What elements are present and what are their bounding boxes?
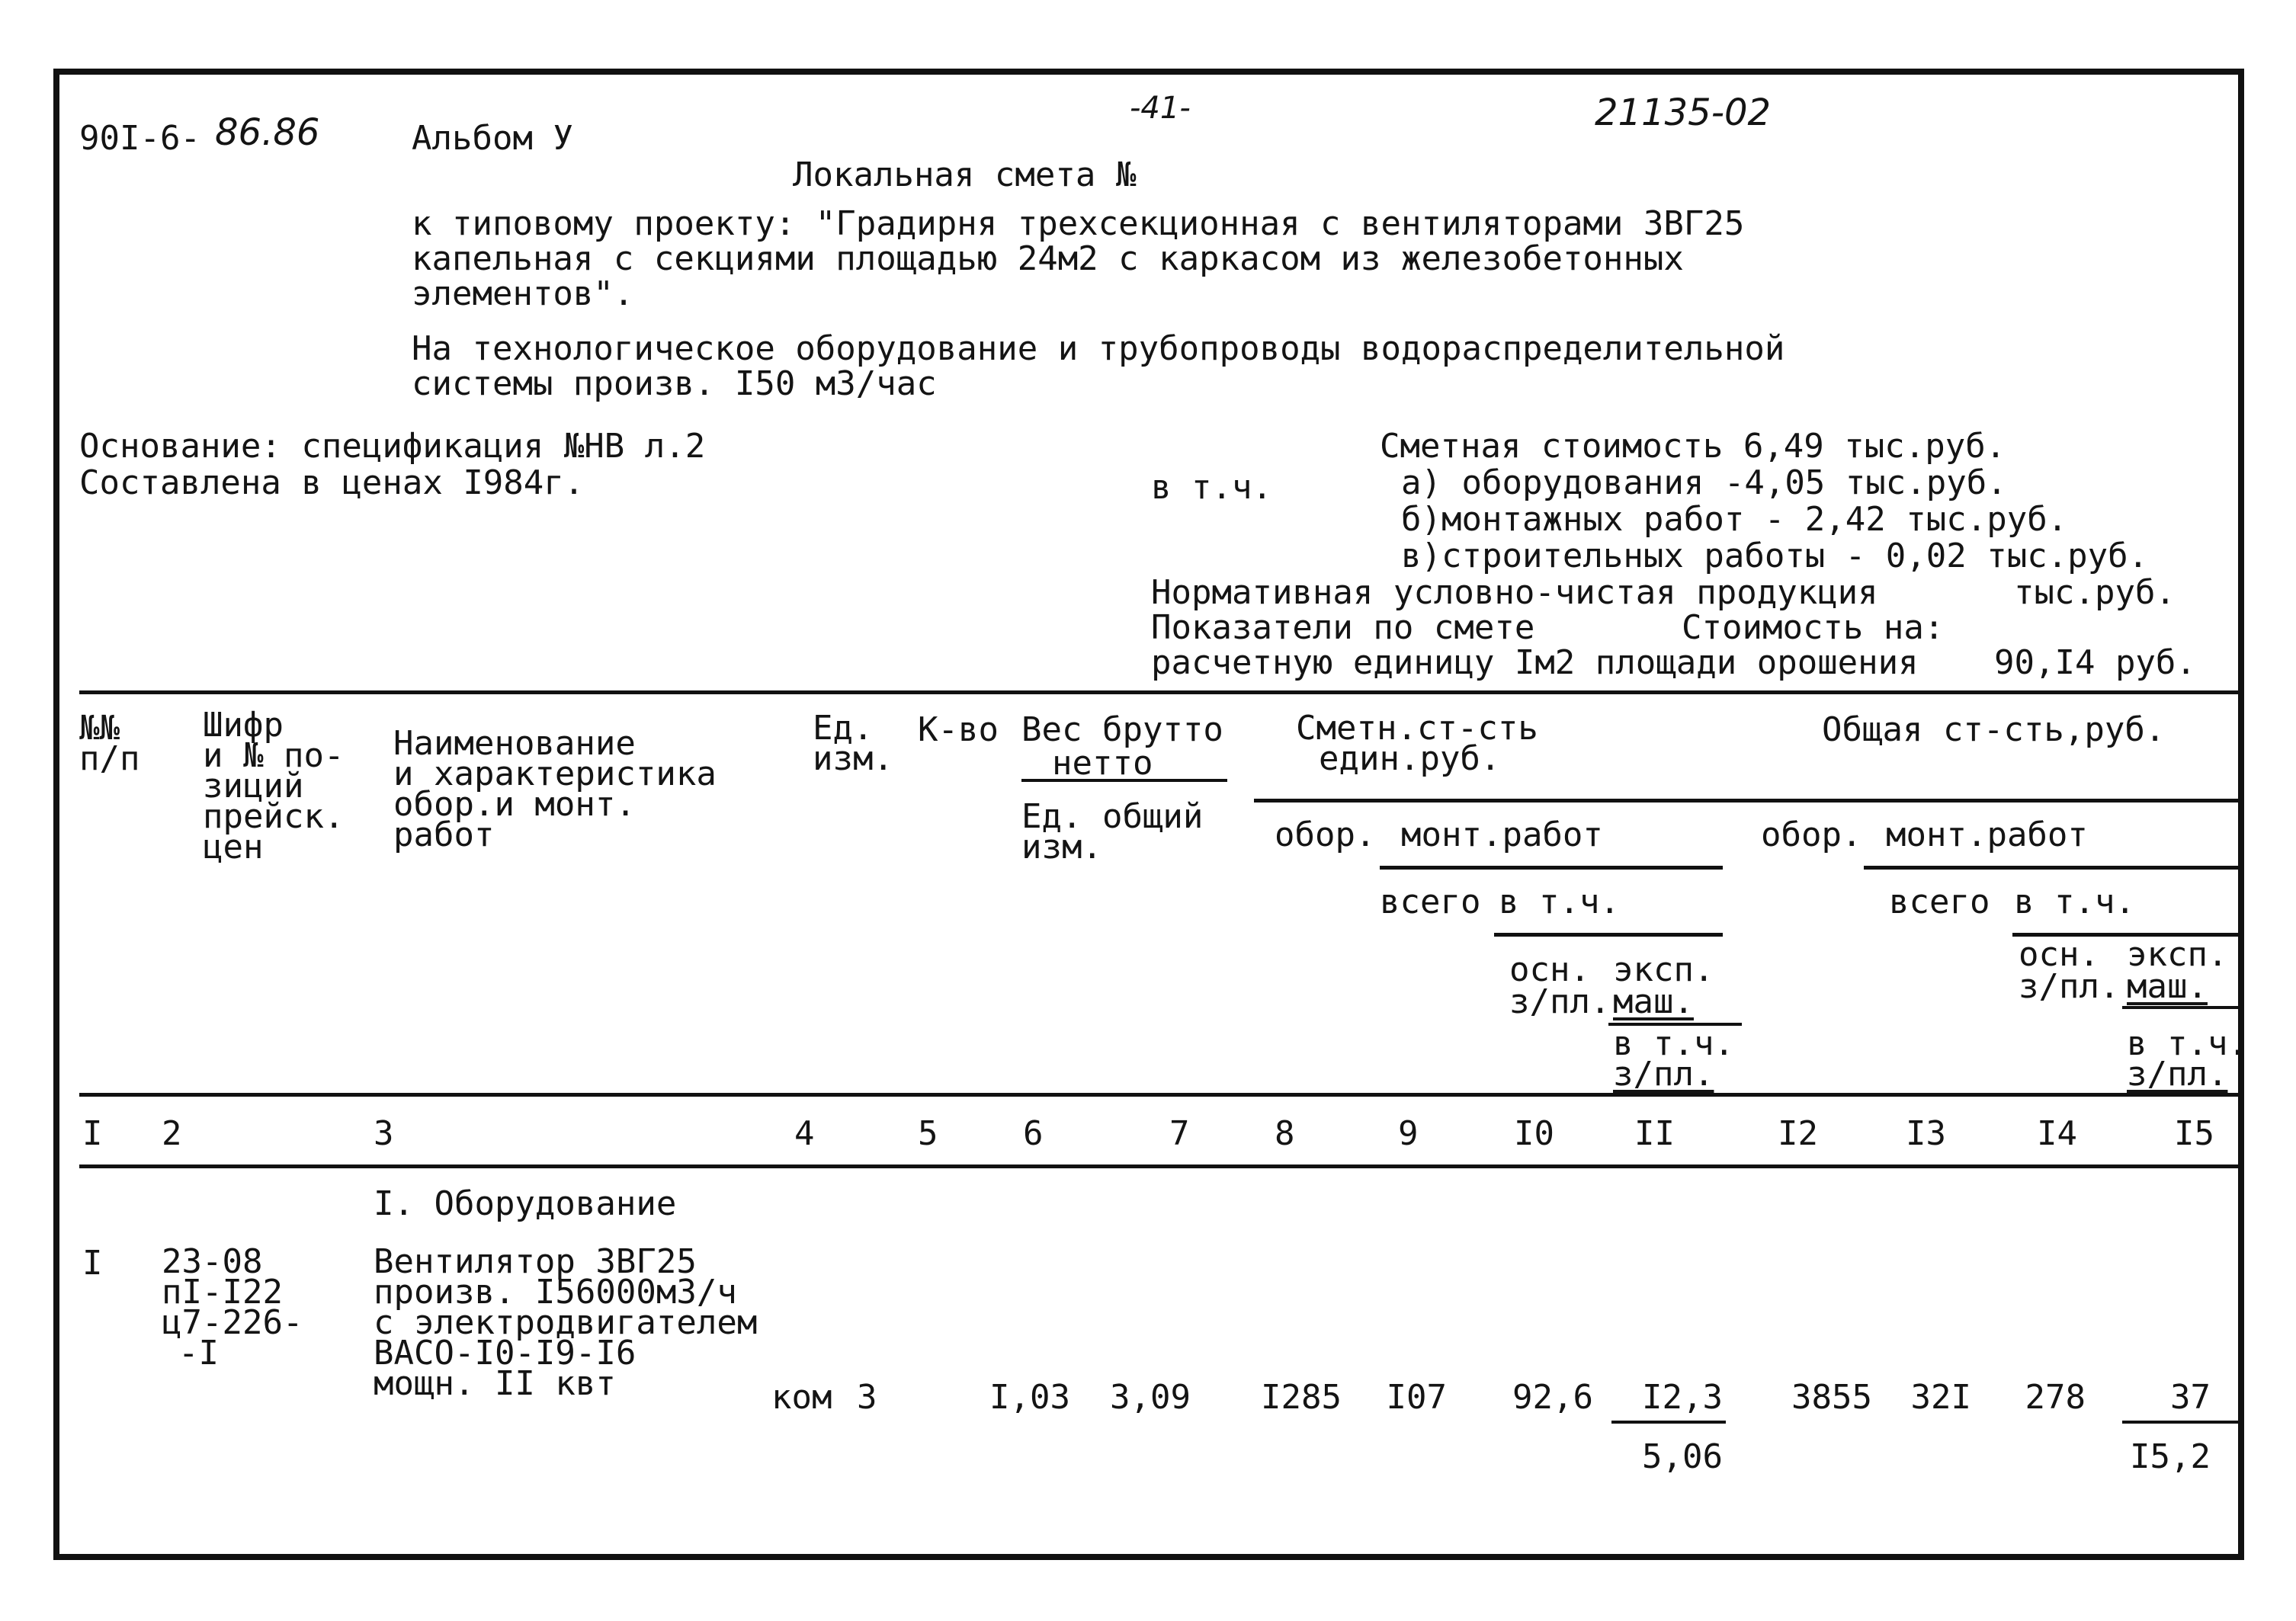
header-vsego-unit: всего [1380,883,1481,921]
header-weight-brutto: Вес брутто [1021,710,1223,749]
column-number-6: 6 [1023,1114,1044,1153]
row-unit-eksp: I2,3 [1642,1378,1723,1417]
row-unit-eksp-zpl: 5,06 [1642,1437,1723,1476]
row-number: I [82,1244,103,1283]
header-eksp-total: эксп. маш. [2127,935,2228,1006]
rule-header-bottom [79,1093,2244,1097]
header-vtch-total: в т.ч. [2014,883,2135,921]
project-line-2: капельная с секциями площадью 24м2 с каркасом из железобетонных [412,239,1684,278]
document-number: 21135-02 [1595,91,1772,134]
prices-line: Составлена в ценах I984г. [79,463,585,502]
normative-label: Нормативная условно-чистая продукция [1151,573,1878,612]
header-col-unit: Ед. изм. [813,709,893,778]
header-col-code: Шифр и № по- зиций прейск. цен [203,706,345,867]
header-unit-cost: Сметн.ст-сть един.руб. [1296,709,1538,778]
equipment-cost: а) оборудования -4,05 тыс.руб. [1401,463,2007,502]
code-handwritten: 86.86 [215,111,320,154]
row-total-eksp: 37 [2170,1378,2211,1417]
rule-row-unit-eksp [1611,1421,1726,1424]
purpose-line-1: На технологическое оборудование и трубопроводы водораспределительной [412,329,1785,368]
header-obor-total: обор. [1761,815,1862,854]
row-weight-total: 3,09 [1110,1378,1191,1417]
header-col-number: №№ п/п [79,709,140,778]
code-prefix: 90I-6- [79,119,200,158]
unit-value: 90,I4 руб. [1994,643,2196,682]
row-code: 23-08 пI-I22 ц7-226- -I [162,1242,303,1373]
rule-mont-total [1864,866,2244,870]
column-number-4: 4 [794,1114,815,1153]
row-unit-obor: I285 [1261,1378,1342,1417]
header-vtch-zpl-unit: в т.ч. з/пл. [1613,1024,1734,1094]
header-vsego-total: всего [1889,883,1990,921]
column-number-8: 8 [1275,1114,1295,1153]
including-label: в т.ч. [1151,468,1272,507]
header-total-cost: Общая ст-сть,руб. [1822,710,2166,749]
indicators-label: Показатели по смете [1151,608,1535,647]
rule-table-top [79,690,2244,694]
header-col-name: Наименование и характеристика обор.и монт. работ [393,724,717,854]
header-osn-unit: осн. з/пл. [1509,950,1611,1021]
rule-row-total-eksp [2122,1421,2244,1424]
column-number-15: I5 [2174,1114,2214,1153]
row-total-osn: 278 [2025,1378,2086,1417]
row-unit-mont: I07 [1386,1378,1447,1417]
column-number-13: I3 [1906,1114,1946,1153]
header-col-qty: К-во [918,710,999,749]
column-number-9: 9 [1398,1114,1419,1153]
column-number-7: 7 [1169,1114,1190,1153]
purpose-line-2: системы произв. I50 м3/час [412,364,937,403]
rule-eksp-total [2122,1006,2244,1009]
cost-on-label: Стоимость на: [1682,608,1945,647]
header-weight-netto: нетто [1052,744,1153,783]
construction-cost: в)строительных работы - 0,02 тыс.руб. [1401,537,2149,575]
estimated-cost: Сметная стоимость 6,49 тыс.руб. [1380,427,2006,466]
row-total-obor: 3855 [1791,1378,1872,1417]
column-number-5: 5 [918,1114,938,1153]
header-osn-total: осн. з/пл. [2019,935,2120,1006]
column-number-14: I4 [2037,1114,2077,1153]
rule-mont-unit [1380,866,1723,870]
rule-cost-groups [1254,799,2244,802]
document-title: Локальная смета № [793,155,1137,194]
album-label: Альбом У [412,119,573,158]
column-number-11: II [1634,1114,1675,1153]
column-number-3: 3 [374,1114,394,1153]
row-name: Вентилятор 3ВГ25 произв. I56000м3/ч с электродвигателем ВАСО-I0-I9-I6 мощн. II квт [374,1242,758,1403]
column-number-12: I2 [1778,1114,1818,1153]
header-vtch-unit: в т.ч. [1499,883,1620,921]
rule-numbers-bottom [79,1164,2244,1168]
header-vtch-zpl-total: в т.ч. з/пл. [2127,1024,2248,1094]
header-eksp-unit: эксп. маш. [1613,950,1714,1021]
row-total-mont: 32I [1910,1378,1971,1417]
row-unit: ком [771,1378,832,1417]
section-title: I. Оборудование [374,1184,677,1223]
project-line-1: к типовому проекту: "Градирня трехсекционная с вентиляторами 3ВГ25 [412,204,1745,243]
header-mont-unit: монт.работ [1401,815,1603,854]
row-total-eksp-zpl: I5,2 [2130,1437,2211,1476]
header-mont-total: монт.работ [1886,815,2088,854]
project-line-3: элементов". [412,274,634,313]
basis-line: Основание: спецификация №НВ л.2 [79,427,706,466]
column-number-2: 2 [162,1114,182,1153]
normative-unit: тыс.руб. [2014,573,2176,612]
installation-cost: б)монтажных работ - 2,42 тыс.руб. [1401,500,2068,539]
row-unit-osn: 92,6 [1512,1378,1593,1417]
rule-vtch-unit [1494,933,1723,937]
column-number-1: I [82,1114,103,1153]
row-quantity: 3 [857,1378,877,1417]
column-number-10: I0 [1514,1114,1554,1153]
row-weight-unit: I,03 [989,1378,1070,1417]
page-number: -41- [1130,91,1191,126]
header-obor-unit: обор. [1275,815,1376,854]
unit-line: расчетную единицу Iм2 площади орошения [1151,643,1919,682]
header-weight-units: Ед. общий изм. [1021,797,1204,867]
